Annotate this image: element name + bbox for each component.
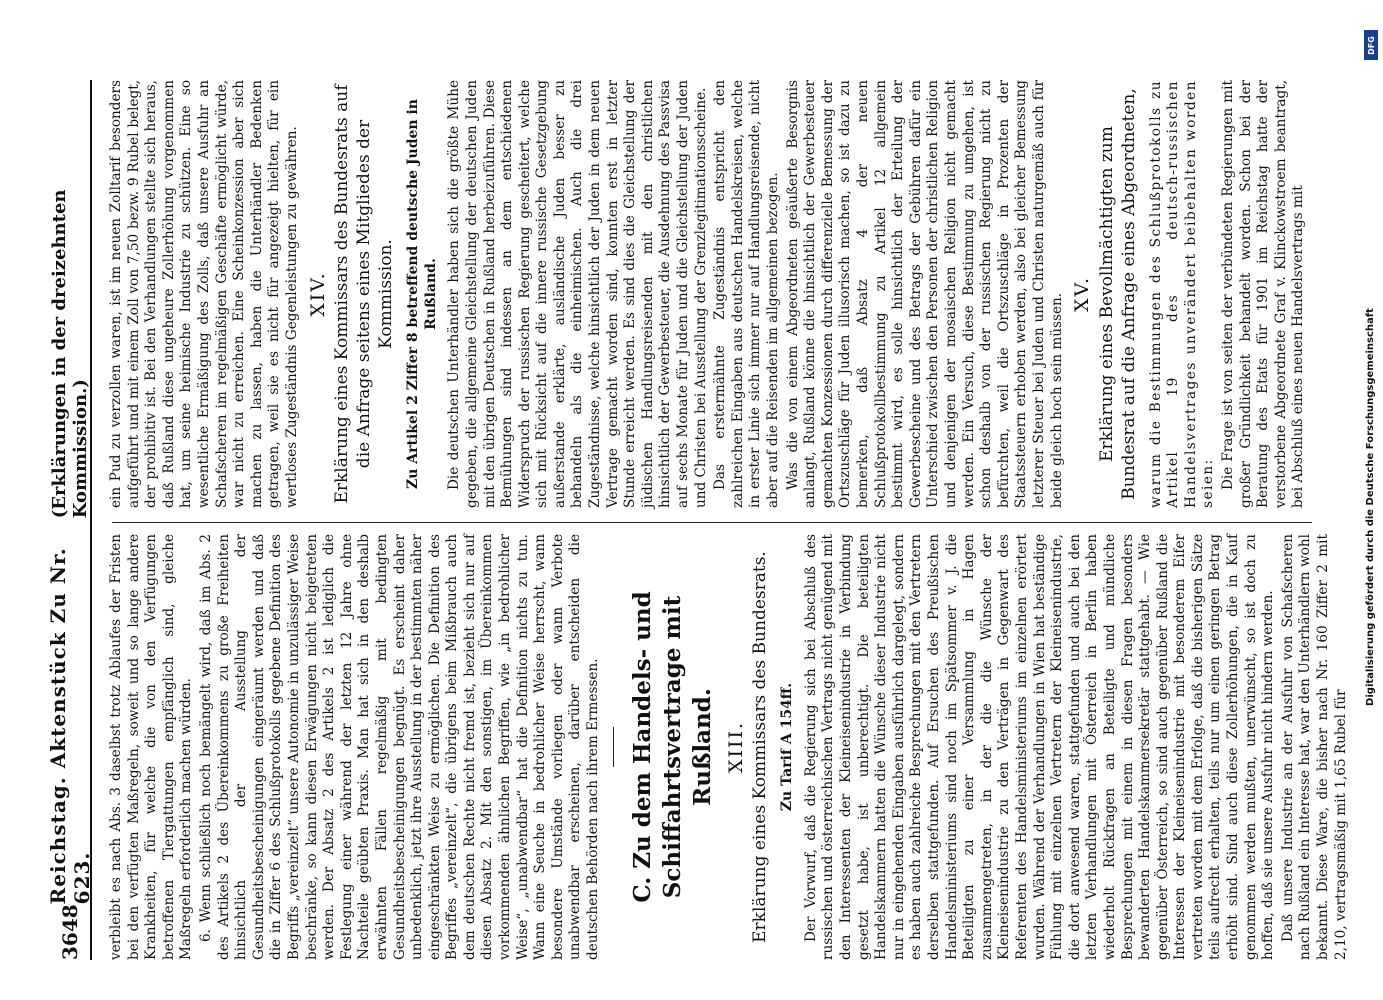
paragraph: Das erstermähnte Zugeständnis entspricht den zahlreichen Eingaben aus deutschen Handelskreisen, welche in erster Linie sich immer nur auf Handlungsreisende, nicht aber auf die Reisenden im allgemeinen bezogen. (712, 80, 781, 508)
paragraph: Die Frage ist von seiten der verbündeten Regierungen mit großer Gründlichkeit behandelt worden. Schon bei der Beratung des Etats für 1901 im Reichstag hatte der verstorbene Abgeordnete Graf v. Klinckowstroem beantragt, bei Abschluß eines neuen Handelsvertrags mit (1220, 80, 1307, 508)
paragraph: Der Vorwurf, daß die Regierung sich bei Abschluß des russischen und österreichischen Vertrags nicht genügend mit den Interessenten der Kleineisenindustrie in Verbindung gesetzt habe, ist unberechtigt. Die beteiligten Handelskammern hatten die Wünsche dieser Industrie nicht nur in eingehenden Eingaben ausführlich dargelegt, sondern es haben auch zahlreiche Besprechungen mit den Vertretern derselben stattgefunden. Auf Ersuchen des Preußischen Handelsministeriums sind noch im Spätsommer v. J. die Beteiligten zu einer Versammlung in Hagen zusammengetreten, in der die die Wünsche der Kleineisenindustrie zu den Verträgen in Gegenwart des Referenten des Handelsministeriums im einzelnen erörtert wurden. Während der Verhandlungen in Wien hat beständige Fühlung mit einzelnen Vertretern der Kleineisenindustrie, die dort anwesend waren, stattgefunden und auch bei den letzten Verhandlungen mit Österreich in Berlin haben wiederholt Rückfragen an Beteiligte und mündliche Besprechungen mit einem in diesen Fragen besonders bewanderten Handelskammersekretär stattgehabt. — Wie gegenüber Österreich, so sind auch gegenüber Rußland die Interessen der Kleineisenindustrie mit besonderem Eifer vertreten worden mit dem Erfolge, daß die bisherigen Sätze teils aufrecht erhalten, teils nur um einen geringen Betrag erhöht sind. Sind auch diese Zollerhöhungen, die in Kauf genommen werden mußten, unerwünscht, so ist doch zu hoffen, daß sie unsere Ausfuhr nicht hindern werden. (802, 534, 1277, 960)
section-subtitle: Erklärung eines Bevollmächtigten zum Bundesrat auf die Anfrage eines Abgeordneten, (1096, 88, 1139, 500)
text-column-right (108, 80, 1318, 508)
question-text: warum die Bestimmungen des Schlußprotokolls zu Artikel 19 des deutsch-russischen Handelsvertrages unverändert beibehalten worden seien: (1147, 80, 1217, 508)
paragraph: Die deutschen Unterhändler haben sich die größte Mühe gegeben, die allgemeine Gleichstellung der deutschen Juden mit den übrigen Deutschen in Rußland herbeizuführen. Diese Bemühungen sind indessen an dem entschiedenen Widerspruch der russischen Regierung gescheitert, welche sich mit Rücksicht auf die innere russische Gesetzgebung außerstande erklärte, ausländische Juden besser zu behandeln als die einheimischen. Auch die drei Zugeständnisse, welche hinsichtlich der Juden in dem neuen Vertrage gemacht worden sind, konnten erst in letzter Stunde erreicht werden. Es sind dies die Gleichstellung der jüdischen Handlungsreisenden mit den christlichen hinsichtlich der Gewerbesteuer, die Ausdehnung des Passvisa auf sechs Monate für Juden und die Gleichstellung der Juden und Christen bei Ausstellung der Grenzlegitimationsscheine. (446, 80, 709, 508)
section-heading: Zu Tarif A 154ff. (779, 682, 796, 812)
paragraph: 6. Wenn schließlich noch bemängelt wird, daß im Abs. 2 des Artikels 2 des Übereinkommens zu große Freiheiten hinsichtlich der Ausstellung der Gesundheitsbescheinigungen eingeräumt werden und daß die in Ziffer 6 des Schlußprotokolls gegebene Definition des Begriffs „vereinzelt“ unsere Autonomie in unzulässiger Weise beschränke, so kann diesen Erwägungen nicht beigetreten werden. Der Absatz 2 des Artikels 2 ist lediglich die Festlegung einer während der letzten 12 Jahre ohne Nachteile geübten Praxis. Man hat sich in den deshalb erwähnten Fällen regelmäßig mit bedingten Gesundheitsbescheinigungen begnügt. Es erscheint daher unbedenklich, jetzt ihre Ausstellung in der bestimmten näher eingeschränkten Weise zu ermöglichen. Die Definition des Begriffes „vereinzelt“, die übrigens beim Mißbrauch auch dem deutschen Rechte nicht fremd ist, bezieht sich nur auf diesen Absatz 2. Mit den sonstigen, im Übereinkommen vorkommenden ähnlichen Begriffen, wie „in bedrohlicher Weise“, „unabwendbar“ hat die Definition nichts zu tun. Wann eine Seuche in bedrohlicher Weise herrscht, wann besondere Umstände vorliegen oder wann Verbote unabwendbar erscheinen, darüber entscheiden die deutschen Behörden nach ihrem Ermessen. (197, 534, 602, 960)
page-number: 3648 (58, 904, 82, 960)
paragraph: ein Pud zu verzollen waren, ist im neuen Zolltarif besonders aufgeführt und mit einem Zoll von 7,50 bezw. 9 Rubel belegt, der prohibitiv ist. Bei den Verhandlungen stellte sich heraus, daß Rußland diese ungeheure Zollerhöhung vorgenommen hat, um seine heimische Industrie zu schützen. Eine so wesentliche Ermäßigung des Zolls, daß unsere Ausfuhr an Schafscheren im regelmäßigen Geschäfte ermöglicht würde, war nicht zu erreichen. Eine Scheinkonzession aber sich machen zu lassen, haben die Unterhändler Bedenken getragen, weil sie es nicht für angezeigt hielten, für ein wertloses Zugeständnis Gegenleistungen zu gewähren. (108, 80, 300, 508)
section-number: XIV. (306, 271, 329, 317)
section-subtitle: Erklärung eines Kommissars des Bundesrats. (750, 551, 771, 943)
rotated-page (46, 80, 1349, 960)
section-heading: Zu Artikel 2 Ziffer 8 betreffend deutsche Juden in Rußland. (405, 99, 439, 489)
dfg-logo: DFG (1364, 30, 1378, 60)
paragraph: Daß unsere Industrie an der Ausfuhr von Schafscheren nach Rußland ein Interesse hat, war den Unterhändlern wohl bekannt. Diese Ware, die bisher nach Nr. 160 Ziffer 2 mit 2,10, vertragsmäßig mit 1,65 Rubel für (1279, 534, 1349, 960)
section-subtitle: Erklärung eines Kommissars des Bundesrats auf die Anfrage seitens eines Mitgliedes der Kommission. (332, 84, 397, 504)
section-number: XIII. (724, 720, 747, 774)
digitization-sidebar (1364, 30, 1380, 990)
paragraph: Was die von einem Abgeordneten geäußerte Besorgnis anlangt, Rußland könne die hinsichtlich der Gewerbesteuer gemachten Konzessionen durch differenzielle Bemessung der Ortszuschläge für Juden illusorisch machen, so ist dazu zu bemerken, daß Absatz 4 der neuen Schlußprotokollbestimmung zu Artikel 12 allgemein bestimmt wird, es solle hinsichtlich der Erteilung der Gewerbescheine und des Betrags der Gebühren dafür ein Unterschied zwischen den Personen der christlichen Religion und denjenigen der mosaischen Religion nicht gemacht werden. Ein Versuch, diese Bestimmung zu umgehen, ist schon deshalb von der russischen Regierung nicht zu befürchten, weil die Ortszuschläge in Prozenten der Staatssteuern erhoben werden, also bei gleicher Bemessung letzterer Steuer bei Juden und Christen naturgemäß auch für beide gleich hoch sein müssen. (784, 80, 1065, 508)
document-title: Reichstag. Aktenstück Zu Nr. 623. (46, 547, 94, 905)
page-header (46, 80, 94, 960)
paragraph: verbleibt es nach Abs. 3 daselbst trotz Ablaufes der Fristen bei den verfügten Maßregeln, soweit und so lange andere Krankheiten, für welche die von den Verfügungen betroffenen Tiergattungen empfänglich sind, gleiche Maßregeln erforderlich machen würden. (108, 534, 195, 960)
section-number: XV. (1071, 276, 1094, 312)
funding-note: Digitalisierung gefördert durch die Deutsche Forschungsgemeinschaft (1365, 308, 1376, 706)
section-divider (613, 727, 614, 767)
text-column-left (108, 534, 1349, 960)
section-title: C. Zu dem Handels- und Schiffahrtsvertrage mit Rußland. (628, 591, 716, 903)
column-divider (112, 522, 1312, 523)
running-title: (Erklärungen in der dreizehnten Kommission.) (49, 189, 91, 519)
